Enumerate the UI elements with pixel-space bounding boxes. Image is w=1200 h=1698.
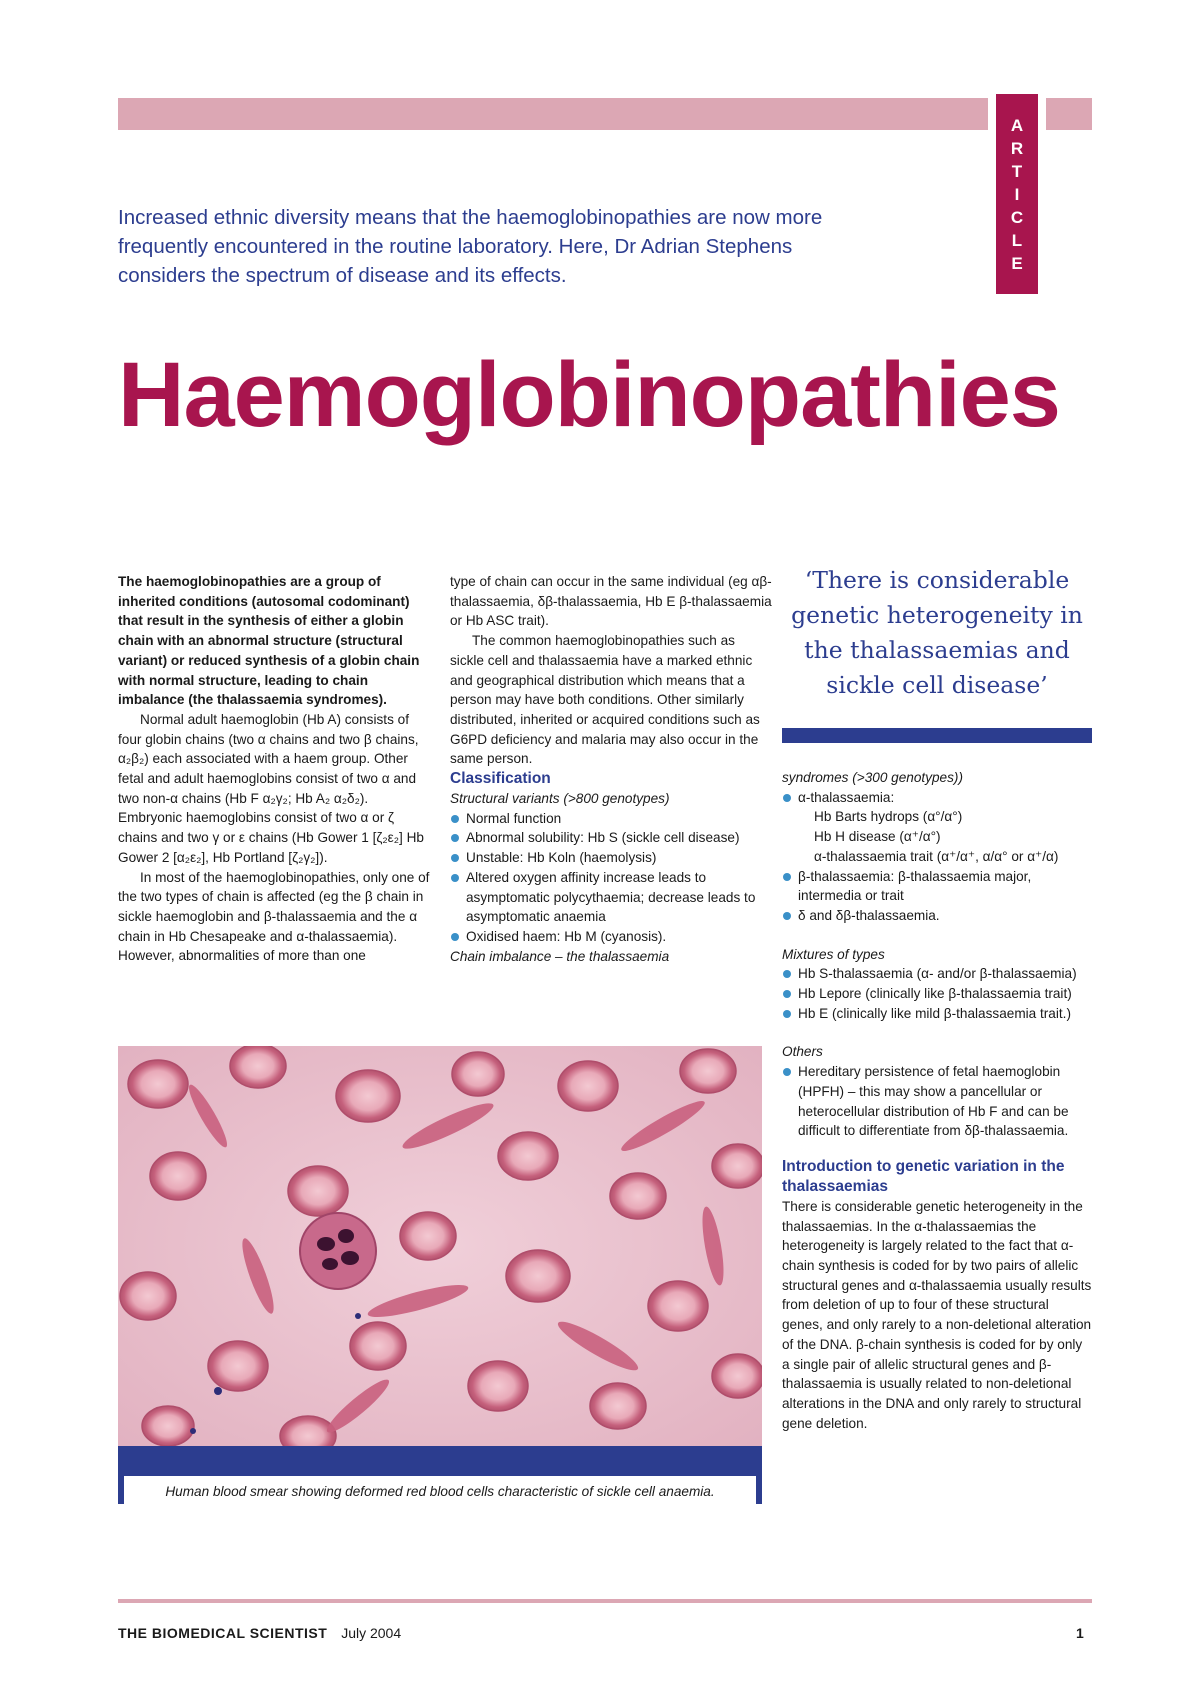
subheading-chain-imbalance: Chain imbalance – the thalassaemia [450, 948, 670, 964]
tab-letter: A [1010, 115, 1024, 135]
body-paragraph: The common haemoglobinopathies such as sickle cell and thalassaemia have a marked ethnic and geographical distribution which means that a person may have both conditions. Other similarly distributed, inherited or acquired conditions such as G6PD deficiency and malaria may also occur in the same person. [450, 633, 760, 767]
body-column-3 [782, 768, 1092, 1433]
tab-letter: E [1011, 253, 1023, 273]
body-column-1 [118, 572, 436, 966]
list-item: Unstable: Hb Koln (haemolysis) [450, 848, 772, 868]
footer-rule [118, 1599, 1092, 1603]
subheading-structural-variants: Structural variants (>800 genotypes) [450, 791, 670, 807]
photo-caption: Human blood smear showing deformed red blood cells characteristic of sickle cell anaemia. [165, 1484, 715, 1499]
intro-standfirst: Increased ethnic diversity means that the haemoglobinopathies are now more frequently encountered in the routine laboratory. Here, Dr Adrian Stephens considers the spectrum of disease and its effects. [118, 206, 823, 287]
page-number: 1 [1076, 1625, 1084, 1641]
list-item: Altered oxygen affinity increase leads to asymptomatic polycythaemia; decrease leads to asymptomatic anaemia [450, 868, 772, 927]
list-item: Hb E (clinically like mild β-thalassaemia trait.) [782, 1004, 1092, 1024]
tab-letter: C [1010, 207, 1024, 227]
article-title: Haemoglobinopathies [118, 344, 1060, 446]
list-subline: Hb H disease (α⁺/α°) [814, 829, 941, 845]
header-band-right [1046, 98, 1092, 130]
syndromes-list [782, 788, 1092, 926]
issue-date: July 2004 [341, 1625, 402, 1641]
body-paragraph: In most of the haemoglobinopathies, only one of the two types of chain is affected (eg the β chain in sickle haemoglobin and β-thalassaemia and the α chain in Hb Chesapeake and α-thalassaemia). However, abnormalities of more than one [118, 869, 430, 964]
subheading-others: Others [782, 1044, 823, 1060]
list-item: Hereditary persistence of fetal haemoglobin (HPFH) – this may show a pancellular or heterocellular distribution of Hb F and can be difficult to differentiate from δβ-thalassaemia. [782, 1062, 1092, 1141]
body-column-2 [450, 572, 772, 966]
list-item: δ and δβ-thalassaemia. [782, 906, 1092, 926]
mixtures-list [782, 964, 1092, 1023]
subheading-mixtures: Mixtures of types [782, 946, 885, 962]
list-item: Oxidised haem: Hb M (cyanosis). [450, 927, 772, 947]
pull-quote: ‘There is considerable genetic heterogeneity in the thalassaemias and sickle cell disease’ [791, 566, 1083, 699]
list-subline: Hb Barts hydrops (α°/α°) [814, 809, 963, 825]
subheading-syndromes: syndromes (>300 genotypes)) [782, 770, 963, 785]
lead-paragraph: The haemoglobinopathies are a group of inherited conditions (autosomal codominant) that result in the synthesis of either a globin chain with an abnormal structure (structural variant) or reduced synthesis of a globin chain with normal structure, leading to chain imbalance (the thalassaemia syndromes). [118, 574, 420, 708]
list-item [782, 788, 1092, 867]
blood-smear-photo [118, 1046, 762, 1446]
body-paragraph: type of chain can occur in the same individual (eg αβ-thalassaemia, δβ-thalassaemia, Hb E β-thalassaemia or Hb ASC trait). [450, 574, 772, 629]
body-paragraph: There is considerable genetic heterogeneity in the thalassaemias. In the α-thalassaemias the heterogeneity is largely related to the fact that α-chain synthesis is coded for by two pairs of allelic structural genes and α-thalassaemia usually results from deletion of up to four of these structural genes, and only rarely to a non-deletional alteration of the DNA. β-chain synthesis is coded for by only a single pair of allelic structural genes and β-thalassaemia is usually related to non-deletional alterations in the DNA and only rarely to structural gene deletion. [782, 1198, 1092, 1431]
section-heading-classification: Classification [450, 770, 551, 788]
pull-quote-bar [782, 728, 1092, 743]
section-heading-genetic-variation: Introduction to genetic variation in the thalassaemias [782, 1157, 1065, 1195]
body-paragraph: Normal adult haemoglobin (Hb A) consists of four globin chains (two α chains and two β chains, α₂β₂) each associated with a haem group. Other fetal and adult haemoglobins consist of two α and two non-α chains (Hb F α₂γ₂; Hb A₂ α₂δ₂). Embryonic haemoglobins consist of two α or ζ chains and two γ or ε chains (Hb Gower 1 [ζ₂ε₂] Hb Gower 2 [α₂ε₂], Hb Portland [ζ₂γ₂]). [118, 711, 424, 865]
list-subline: α-thalassaemia trait (α⁺/α⁺, α/α° or α⁺/α) [814, 848, 1059, 864]
header-band [118, 98, 988, 130]
tab-letter: T [1011, 161, 1023, 181]
publication-name: THE BIOMEDICAL SCIENTIST [118, 1625, 328, 1641]
tab-letter: L [1011, 230, 1023, 250]
list-item: β-thalassaemia: β-thalassaemia major, intermedia or trait [782, 867, 1092, 906]
footer [118, 1625, 401, 1641]
list-item-text: α-thalassaemia: [798, 789, 895, 805]
tab-letter: R [1010, 138, 1024, 158]
list-item: Hb Lepore (clinically like β-thalassaemia trait) [782, 984, 1092, 1004]
tab-letter: I [1014, 184, 1020, 204]
others-list [782, 1062, 1092, 1141]
structural-variants-list [450, 809, 772, 947]
article-tab [996, 94, 1038, 294]
list-item: Abnormal solubility: Hb S (sickle cell disease) [450, 828, 772, 848]
list-item: Normal function [450, 809, 772, 829]
list-item: Hb S-thalassaemia (α- and/or β-thalassaemia) [782, 964, 1092, 984]
